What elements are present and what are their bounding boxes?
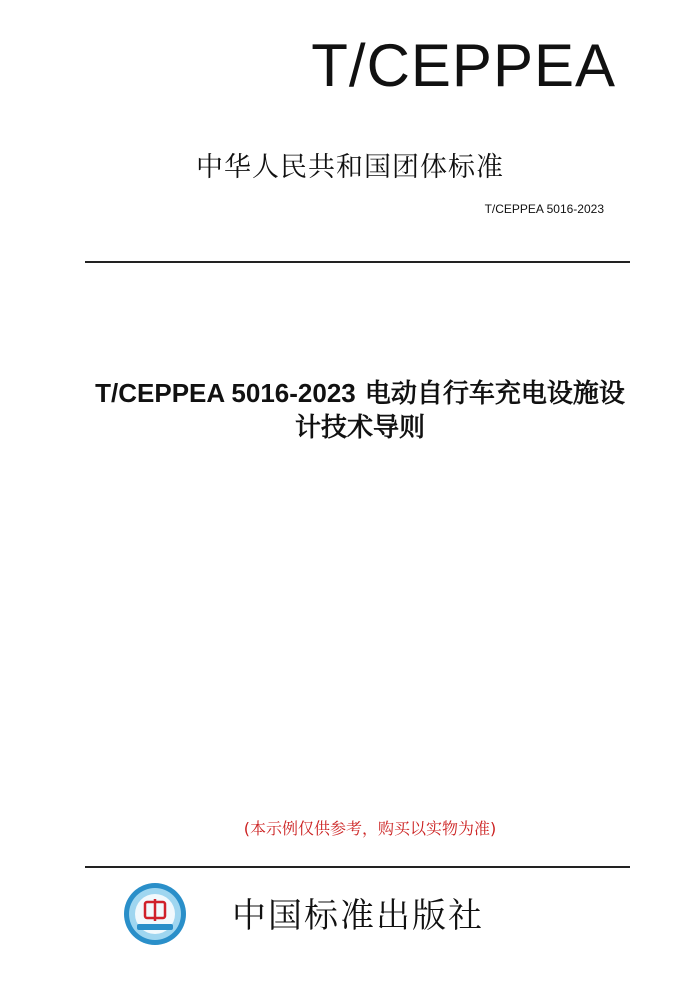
- publisher-seal-icon: [123, 882, 187, 946]
- standard-type: 中华人民共和国团体标准: [196, 152, 504, 183]
- document-title: [40, 376, 680, 445]
- publisher-name: 中国标准出版社: [232, 896, 484, 936]
- organization-code: T/CEPPEA: [311, 32, 616, 99]
- document-title-text-1: 电动自行车充电设施设: [364, 379, 625, 409]
- bottom-divider: [85, 866, 630, 868]
- sample-notice: (本示例仅供参考，购买以实物为准): [243, 819, 497, 838]
- top-divider: [85, 261, 630, 263]
- document-title-line-1: [40, 376, 680, 411]
- document-title-code: T/CEPPEA 5016-2023: [95, 378, 356, 408]
- standard-number: T/CEPPEA 5016-2023: [484, 202, 604, 216]
- document-title-line-2: 计技术导则: [294, 413, 425, 443]
